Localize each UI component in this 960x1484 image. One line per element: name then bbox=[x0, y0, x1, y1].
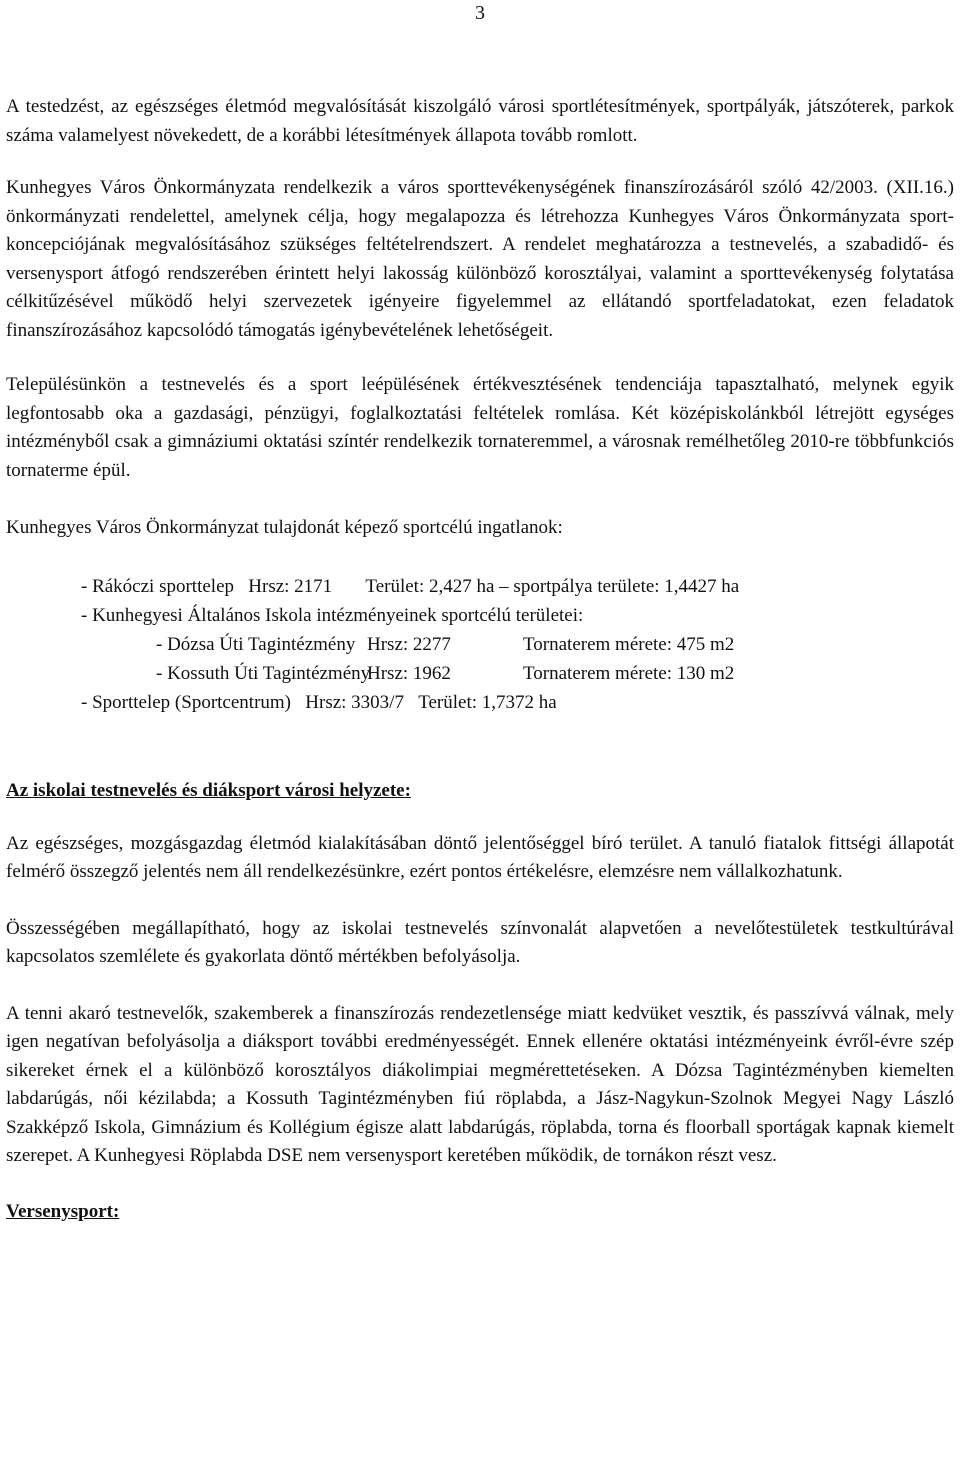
paragraph-healthy-lifestyle: Az egészséges, mozgásgazdag életmód kialakításában döntő jelentőséggel bíró terület. A tanuló fiatalok fittségi állapotát felmérő összegző jelentés nem áll rendelkezésünkre, ezért pontos értékelésre, elemzésre nem vállalkozhatunk. bbox=[6, 832, 954, 882]
paragraph-sport-decline: Településünkön a testnevelés és a sport leépülésének értékvesztésének tendenciája tapasztalható, melynek egyik legfontosabb oka a gazdasági, pénzügyi, foglalkoztatási feltételek romlása. Két középiskolánkból létrejött egységes intézményből csak a gimnáziumi oktatási színtér rendelkezik tornateremmel, a városnak remélhetőleg 2010-re többfunkciós tornaterme épül. bbox=[6, 374, 954, 481]
facility-hrsz: Hrsz: 2277 bbox=[367, 633, 451, 655]
list-item bbox=[81, 688, 954, 717]
paragraph-school-results: A tenni akaró testnevelők, szakemberek a finanszírozás rendezetlensége miatt kedvüket vesztik, és passzívvá válnak, mely igen negatívan befolyásolja a diáksport további eredményességét. Ennek ellenére oktatási intézményeink évről-évre szép sikereket érnek el a különböző korosztályos diákolimpiai megmérettetéseken. A Dózsa Tagintézményben kiemelten labdarúgás, női kézilabda; a Kossuth Tagintézményben fiú röplabda, a Jász-Nagykun-Szolnok Megyei Nagy László Szakképző Iskola, Gimnázium és Kollégium égisze alatt labdarúgás, röplabda, torna és floorball sportágak kapnak kiemelt szerepet. A Kunhegyesi Röplabda DSE nem versenysport keretében működik, de tornákon részt vesz. bbox=[6, 1002, 954, 1166]
facility-name: - Dózsa Úti Tagintézmény bbox=[156, 633, 356, 655]
facility-extra: sportpálya területe: 1,4427 ha bbox=[513, 575, 740, 597]
paragraph-properties-intro: Kunhegyes Város Önkormányzat tulajdonát képező sportcélú ingatlanok: bbox=[6, 517, 563, 538]
list-item bbox=[81, 572, 954, 601]
facility-name: - Sporttelep (Sportcentrum) bbox=[81, 691, 292, 713]
paragraph-summary: Összességében megállapítható, hogy az iskolai testnevelés színvonalát alapvetően a nevelőtestületek testkultúrával kapcsolatos szemlélete és gyakorlata döntő mértékben befolyásolja. bbox=[6, 917, 954, 967]
facility-area: Terület: 2,427 ha bbox=[365, 575, 495, 597]
facility-name: - Rákóczi sporttelep bbox=[81, 575, 235, 597]
dash: – bbox=[499, 575, 509, 597]
facility-name: - Kossuth Úti Tagintézmény bbox=[156, 662, 371, 684]
facility-name: - Kunhegyesi Általános Iskola intézményeinek sportcélú területei: bbox=[81, 604, 584, 626]
page-number: 3 bbox=[475, 2, 485, 24]
paragraph-facilities-intro: A testedzést, az egészséges életmód megvalósítását kiszolgáló városi sportlétesítmények, sportpályák, játszóterek, parkok száma valamelyest növekedett, de a korábbi létesítmények állapota tovább romlott. bbox=[6, 96, 954, 146]
facility-gym-size: Tornaterem mérete: 475 m2 bbox=[523, 633, 735, 655]
facility-hrsz: Hrsz: 3303/7 bbox=[305, 691, 404, 713]
section-heading: Az iskolai testnevelés és diáksport városi helyzete: bbox=[6, 779, 411, 801]
list-item bbox=[156, 630, 954, 659]
paragraph-sport-regulation: Kunhegyes Város Önkormányzata rendelkezik a város sporttevékenységének finanszírozásáról szóló 42/2003. (XII.16.) önkormányzati rendelettel, amelynek célja, hogy megalapozza és létrehozza Kunhegyes Város Önkormányzata sport-koncepciójának megvalósításához szükséges feltételrendszert. A rendelet meghatározza a testnevelés, a szabadidő- és versenysport átfogó rendszerében érintett helyi lakosság különböző korosztályai, valamint a sporttevékenység folytatása célkitűzésével működő helyi szervezetek igényeire figyelemmel az ellátandó sportfeladatokat, ezen feladatok finanszírozásához kapcsolódó támogatás igénybevételének lehetőségeit. bbox=[6, 177, 954, 341]
facility-hrsz: Hrsz: 1962 bbox=[367, 662, 451, 684]
facility-area: Terület: 1,7372 ha bbox=[418, 691, 557, 713]
list-item bbox=[156, 659, 954, 688]
facility-gym-size: Tornaterem mérete: 130 m2 bbox=[523, 662, 735, 684]
document-body bbox=[6, 93, 954, 1226]
facility-list bbox=[81, 572, 954, 717]
section-heading: Versenysport: bbox=[6, 1200, 120, 1222]
list-item bbox=[81, 601, 954, 630]
facility-hrsz: Hrsz: 2171 bbox=[248, 575, 333, 597]
